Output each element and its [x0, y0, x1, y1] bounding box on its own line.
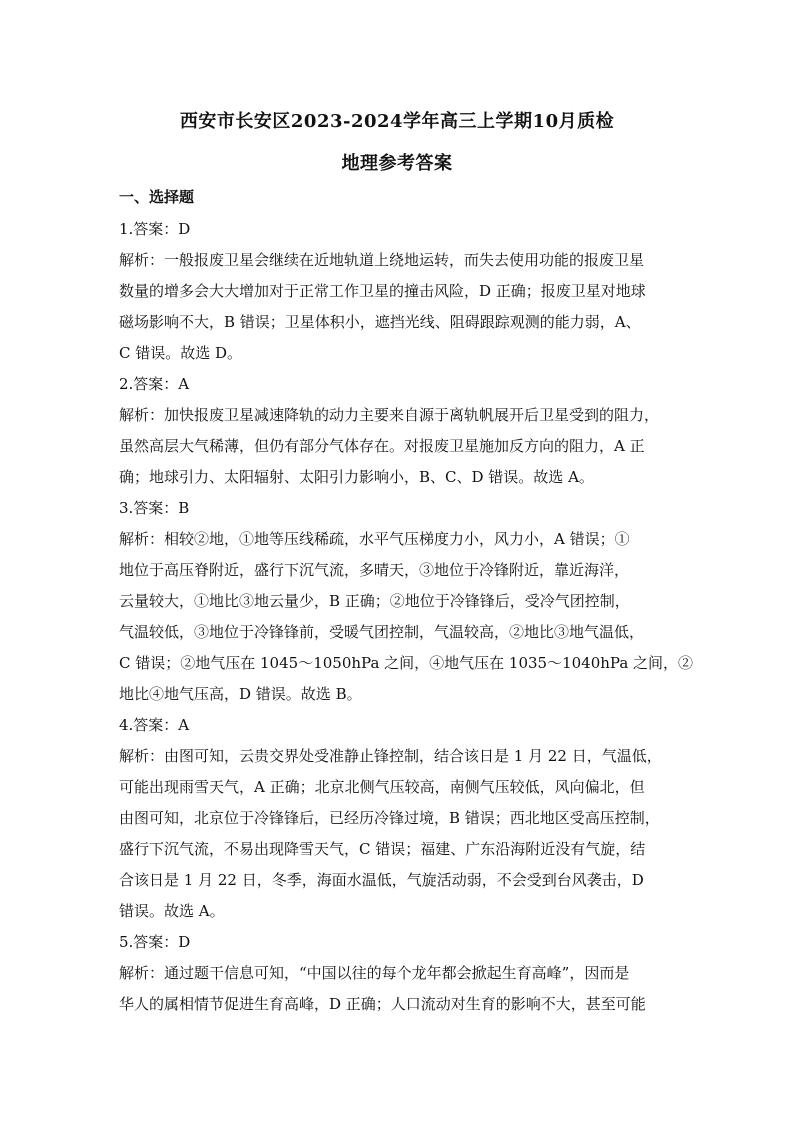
- answer-line: 2.答案：A: [119, 375, 190, 393]
- question-3: [119, 493, 694, 710]
- analysis-line: C 错误；②地气压在 1045～1050hPa 之间，④地气压在 1035～1040hPa 之间，②: [119, 654, 694, 672]
- analysis-line: 解析：由图可知，云贵交界处受准静止锋控制，结合该日是 1 月 22 日，气温低，: [119, 747, 662, 765]
- document-subtitle: 地理参考答案: [341, 153, 453, 174]
- answer-line: 5.答案：D: [119, 933, 191, 951]
- document-title: 西安市长安区2023-2024学年高三上学期10月质检: [179, 111, 615, 132]
- analysis-line: 解析：相较②地，①地等压线稀疏，水平气压梯度力小，风力小，A 错误；①: [119, 530, 630, 548]
- answer-line: 1.答案：D: [119, 220, 191, 238]
- answer-list: [119, 214, 694, 1020]
- answer-line: 3.答案：B: [119, 499, 190, 517]
- analysis-line: 华人的属相情节促进生育高峰，D 正确；人口流动对生育的影响不大，甚至可能: [119, 995, 646, 1013]
- analysis-line: 由图可知，北京位于冷锋锋后，已经历冷锋过境，B 错误；西北地区受高压控制，: [119, 809, 660, 827]
- analysis-line: 可能出现雨雪天气，A 正确；北京北侧气压较高，南侧气压较低，风向偏北，但: [119, 778, 645, 796]
- question-5: [119, 927, 679, 1020]
- analysis-line: C 错误。故选 D。: [119, 344, 243, 362]
- analysis-line: 磁场影响不大，B 错误；卫星体积小，遮挡光线、阻碍跟踪观测的能力弱，A、: [119, 313, 641, 331]
- analysis-line: 解析：通过题干信息可知，“中国以往的每个龙年都会掀起生育高峰”，因而是: [119, 964, 630, 982]
- analysis-line: 虽然高层大气稀薄，但仍有部分气体存在。对报废卫星施加反方向的阻力，A 正: [119, 437, 645, 455]
- question-4: [119, 710, 679, 927]
- analysis-line: 错误。故选 A。: [119, 902, 225, 920]
- analysis-line: 数量的增多会大大增加对于正常工作卫星的撞击风险，D 正确；报废卫星对地球: [119, 282, 646, 300]
- analysis-line: 云量较大，①地比③地云量少，B 正确；②地位于冷锋锋后，受冷气团控制，: [119, 592, 630, 610]
- analysis-line: 气温较低，③地位于冷锋锋前，受暖气团控制，气温较高，②地比③地气温低，: [119, 623, 645, 641]
- section-heading: 一、选择题: [119, 188, 195, 206]
- analysis-line: 合该日是 1 月 22 日，冬季，海面水温低，气旋活动弱，不会受到台风袭击，D: [119, 871, 644, 889]
- analysis-line: 地比④地气压高，D 错误。故选 B。: [119, 685, 362, 703]
- analysis-line: 盛行下沉气流，不易出现降雪天气，C 错误；福建、广东沿海附近没有气旋，结: [119, 840, 646, 858]
- question-2: [119, 369, 679, 493]
- analysis-line: 解析：加快报废卫星减速降轨的动力主要来自源于离轨帆展开后卫星受到的阻力，: [119, 406, 660, 424]
- analysis-line: 地位于高压脊附近，盛行下沉气流，多晴天，③地位于冷锋附近，靠近海洋，: [119, 561, 630, 579]
- analysis-line: 解析：一般报废卫星会继续在近地轨道上绕地运转，而失去使用功能的报废卫星: [119, 251, 645, 269]
- analysis-line: 确；地球引力、太阳辐射、太阳引力影响小，B、C、D 错误。故选 A。: [119, 468, 594, 486]
- answer-line: 4.答案：A: [119, 716, 190, 734]
- question-1: [119, 214, 679, 369]
